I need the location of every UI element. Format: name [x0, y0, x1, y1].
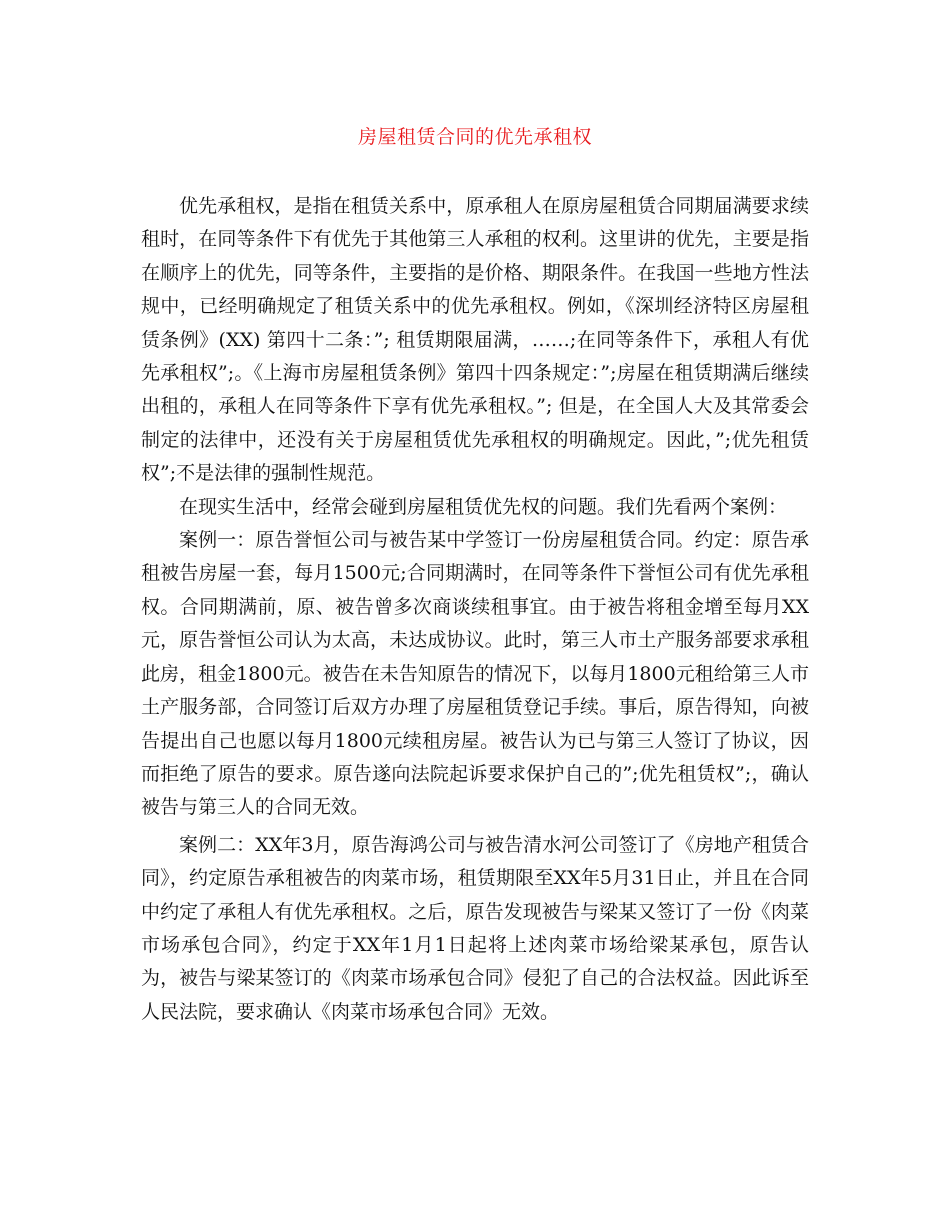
paragraph-definition: 优先承租权，是指在租赁关系中，原承租人在原房屋租赁合同期届满要求续租时，在同等条件下有优先于其他第三人承租的权利。这里讲的优先，主要是指在顺序上的优先，同等条件，主要指的是价格、期限条件。在我国一些地方性法规中，已经明确规定了租赁关系中的优先承租权。例如，《深圳经济特区房屋租赁条例》(XX) 第四十二条：”; 租赁期限届满，……;在同等条件下，承租人有优先承租权”;。《上海市房屋租赁条例》第四十四条规定：”;房屋在租赁期满后继续出租的，承租人在同等条件下享有优先承租权。”; 但是，在全国人大及其常委会制定的法律中，还没有关于房屋租赁优先承租权的明确规定。因此，”;优先租赁权”;不是法律的强制性规范。 — [141, 195, 809, 485]
document-body — [141, 190, 809, 1029]
paragraph-case-two: 案例二：XX年3月，原告海鸿公司与被告清水河公司签订了《房地产租赁合同》，约定原告承租被告的肉菜市场，租赁期限至XX年5月31日止，并且在合同中约定了承租人有优先承租权。之后，原告发现被告与梁某又签订了一份《肉菜市场承包合同》，约定于XX年1月1日起将上述肉菜市场给梁某承包，原告认为，被告与梁某签订的《肉菜市场承包合同》侵犯了自己的合法权益。因此诉至人民法院，要求确认《肉菜市场承包合同》无效。 — [141, 833, 809, 1023]
paragraph-case-one: 案例一：原告誉恒公司与被告某中学签订一份房屋租赁合同。约定：原告承租被告房屋一套，每月1500元;合同期满时，在同等条件下誉恒公司有优先承租权。合同期满前，原、被告曾多次商谈续租事宜。由于被告将租金增至每月XX元，原告誉恒公司认为太高，未达成协议。此时，第三人市土产服务部要求承租此房，租金1800元。被告在未告知原告的情况下，以每月1800元租给第三人市土产服务部，合同签订后双方办理了房屋租赁登记手续。事后，原告得知，向被告提出自己也愿以每月1800元续租房屋。被告认为已与第三人签订了协议，因而拒绝了原告的要求。原告遂向法院起诉要求保护自己的”;优先租赁权”;，确认被告与第三人的合同无效。 — [141, 529, 809, 819]
paragraph-intro-cases: 在现实生活中，经常会碰到房屋租赁优先权的问题。我们先看两个案例： — [179, 495, 788, 518]
document-title: 房屋租赁合同的优先承租权 — [357, 126, 592, 148]
